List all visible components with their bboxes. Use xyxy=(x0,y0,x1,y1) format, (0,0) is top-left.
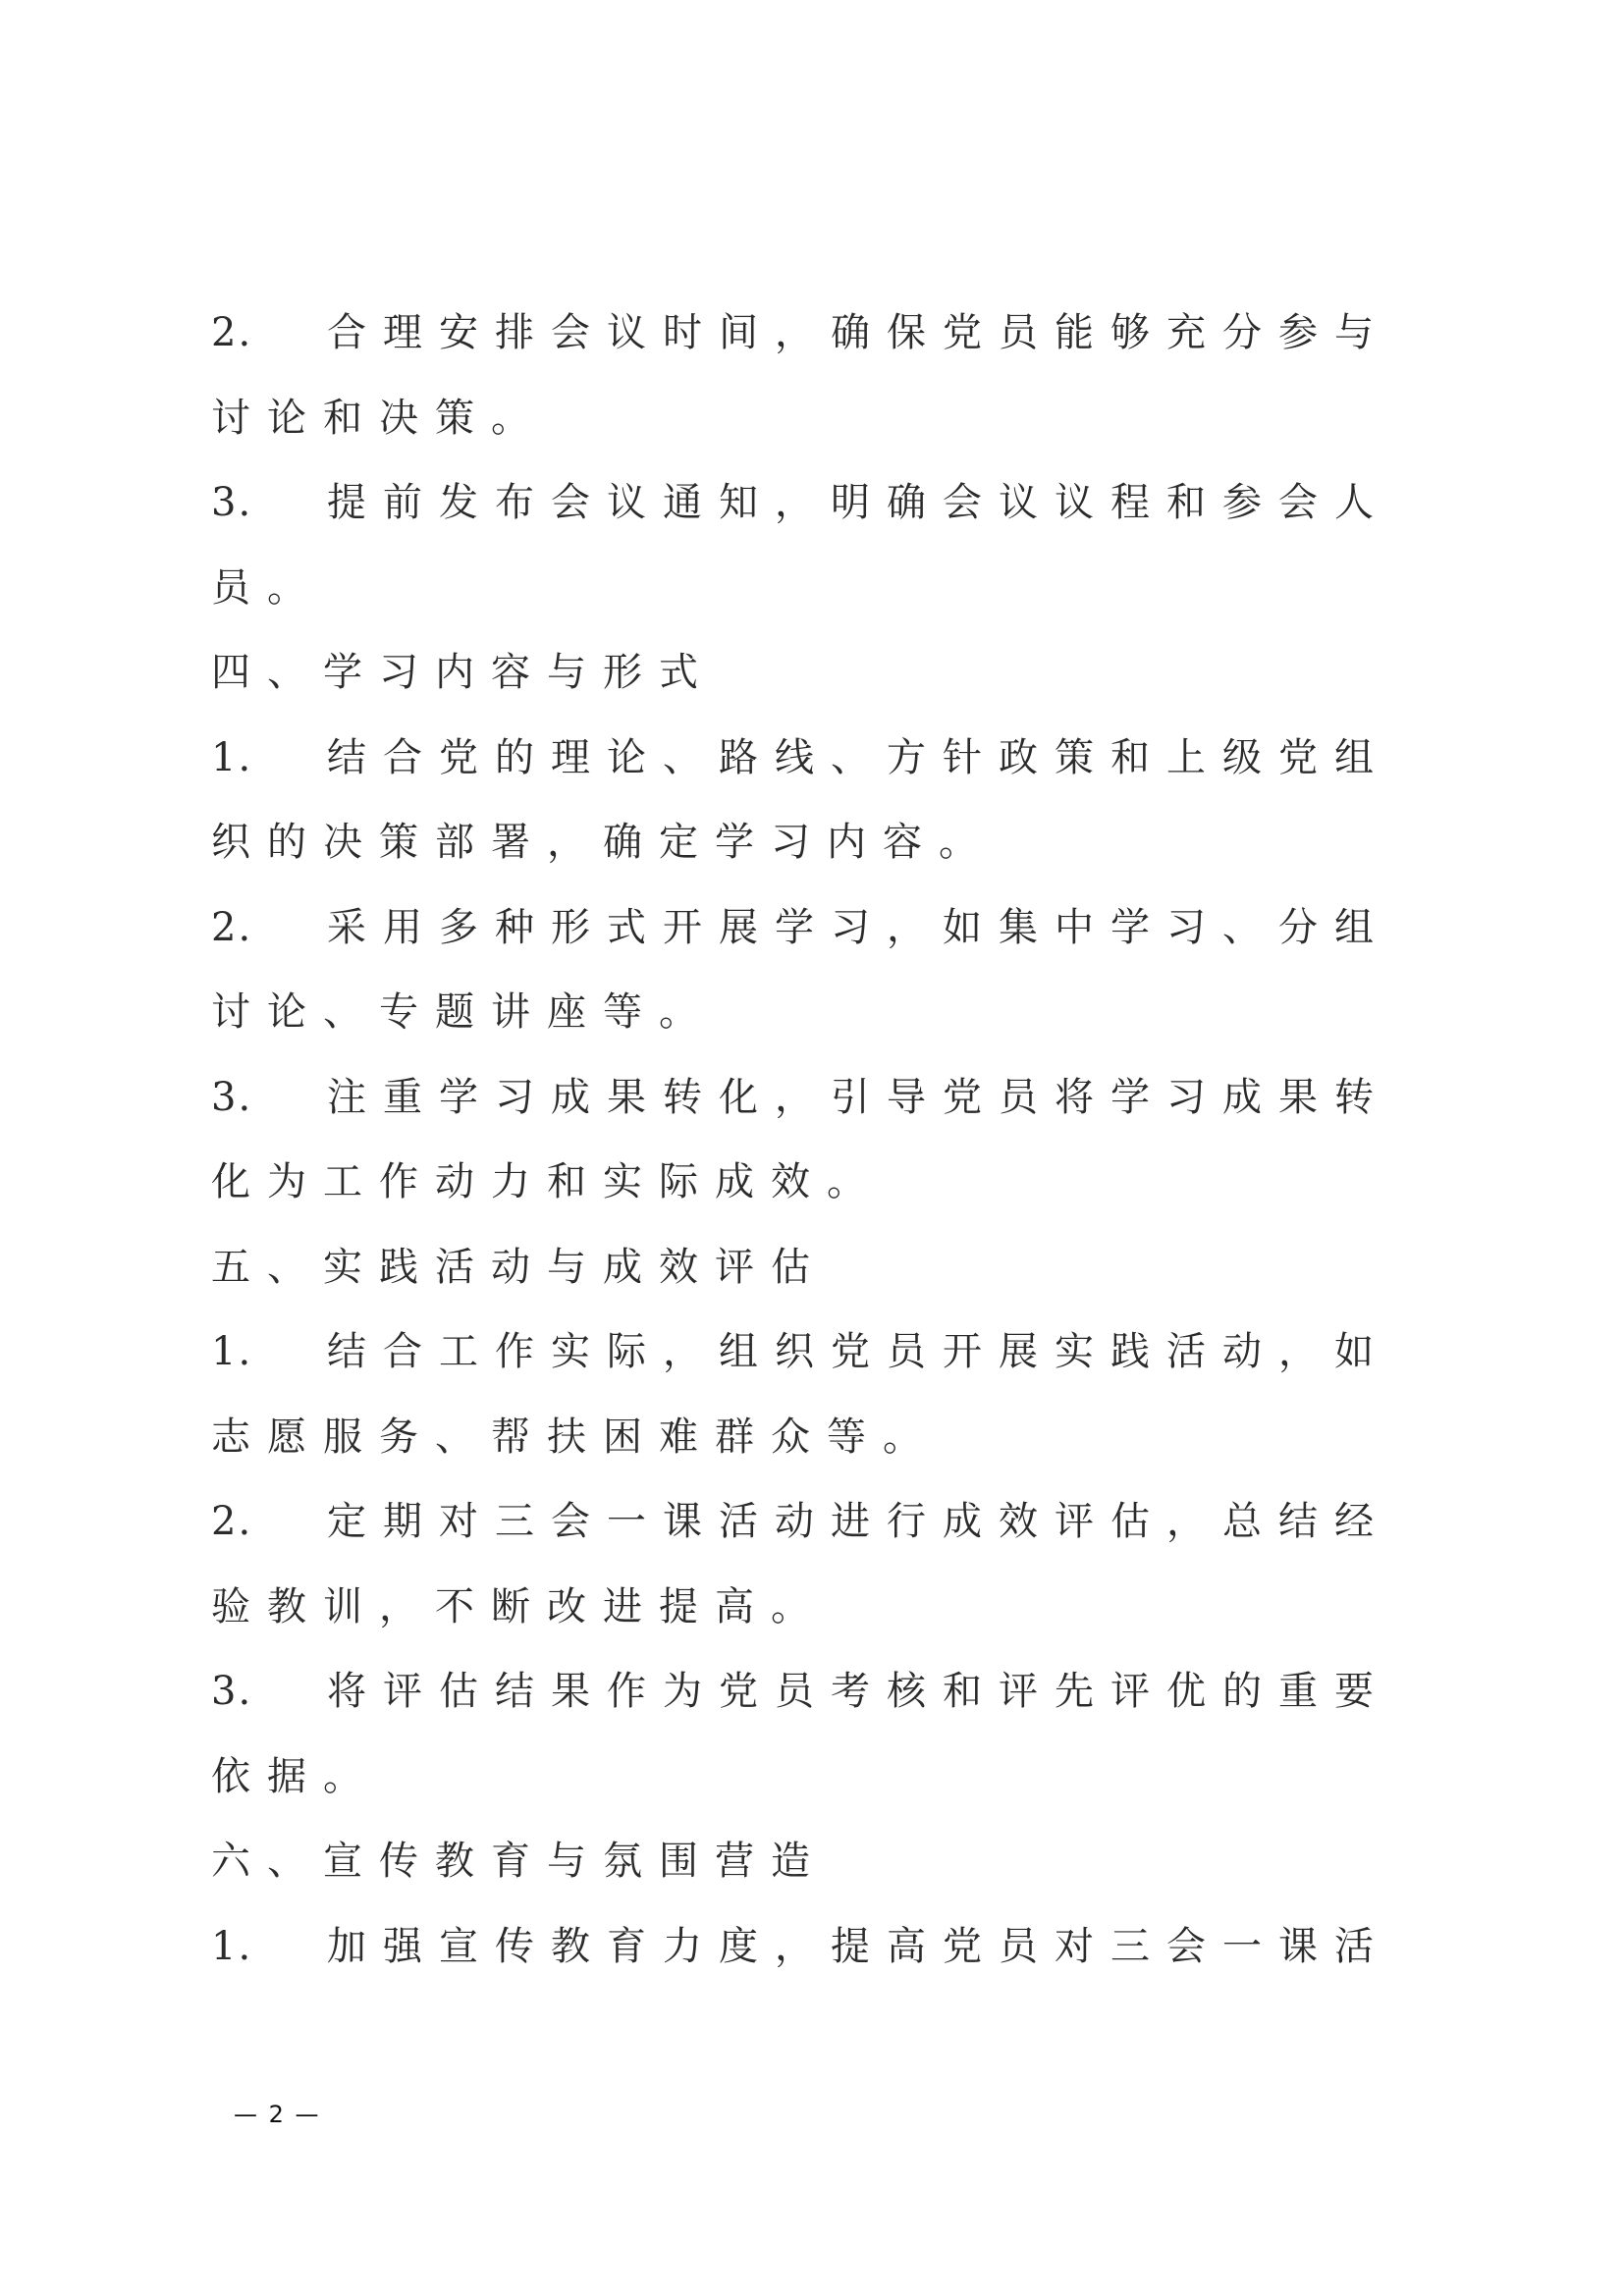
page-number: — 2 — xyxy=(234,2101,321,2128)
list-item-line xyxy=(211,1661,1409,1746)
continuation-line xyxy=(211,1576,1409,1662)
item-number: 1. xyxy=(211,1329,253,1374)
item-number: 2. xyxy=(211,310,253,355)
line-text: 定期对三会一课活动进行成效评估，总结经 xyxy=(327,1499,1390,1544)
list-item-line xyxy=(211,897,1409,983)
list-item-line xyxy=(211,1916,1409,2002)
item-number: 2. xyxy=(211,904,253,950)
section-heading xyxy=(211,642,1409,727)
line-text: 讨论和决策。 xyxy=(211,395,547,441)
list-item-line xyxy=(211,1067,1409,1152)
item-number: 1. xyxy=(211,1923,253,1969)
list-item-line xyxy=(211,1491,1409,1576)
line-text: 员。 xyxy=(211,564,323,611)
line-text: 注重学习成果转化，引导党员将学习成果转 xyxy=(327,1074,1390,1120)
list-item-line xyxy=(211,1321,1409,1407)
line-text: 结合党的理论、路线、方针政策和上级党组 xyxy=(327,734,1390,780)
item-number: 3. xyxy=(211,480,253,525)
item-number: 2. xyxy=(211,1499,253,1544)
continuation-line xyxy=(211,812,1409,897)
heading-text: 五、实践活动与成效评估 xyxy=(211,1244,827,1290)
line-text: 结合工作实际，组织党员开展实践活动，如 xyxy=(327,1329,1390,1374)
continuation-line xyxy=(211,558,1409,643)
list-item-line xyxy=(211,302,1409,388)
continuation-line xyxy=(211,982,1409,1067)
continuation-line xyxy=(211,388,1409,473)
item-number: 3. xyxy=(211,1074,253,1120)
line-text: 讨论、专题讲座等。 xyxy=(211,989,715,1035)
item-number: 1. xyxy=(211,734,253,780)
continuation-line xyxy=(211,1746,1409,1832)
line-text: 提前发布会议通知，明确会议议程和参会人 xyxy=(327,480,1390,525)
item-number: 3. xyxy=(211,1669,253,1714)
heading-text: 四、学习内容与形式 xyxy=(211,650,715,695)
list-item-line xyxy=(211,727,1409,813)
line-text: 依据。 xyxy=(211,1753,379,1799)
line-text: 化为工作动力和实际成效。 xyxy=(211,1159,883,1204)
heading-text: 六、宣传教育与氛围营造 xyxy=(211,1839,827,1884)
section-heading xyxy=(211,1237,1409,1322)
document-body xyxy=(211,302,1409,2001)
list-item-line xyxy=(211,472,1409,558)
continuation-line xyxy=(211,1407,1409,1492)
line-text: 加强宣传教育力度，提高党员对三会一课活 xyxy=(327,1923,1390,1969)
line-text: 合理安排会议时间，确保党员能够充分参与 xyxy=(327,310,1390,355)
section-heading xyxy=(211,1831,1409,1916)
line-text: 志愿服务、帮扶困难群众等。 xyxy=(211,1414,939,1460)
line-text: 采用多种形式开展学习，如集中学习、分组 xyxy=(327,904,1390,950)
line-text: 将评估结果作为党员考核和评先评优的重要 xyxy=(327,1669,1390,1714)
line-text: 织的决策部署，确定学习内容。 xyxy=(211,820,995,865)
continuation-line xyxy=(211,1151,1409,1237)
line-text: 验教训，不断改进提高。 xyxy=(211,1583,827,1629)
